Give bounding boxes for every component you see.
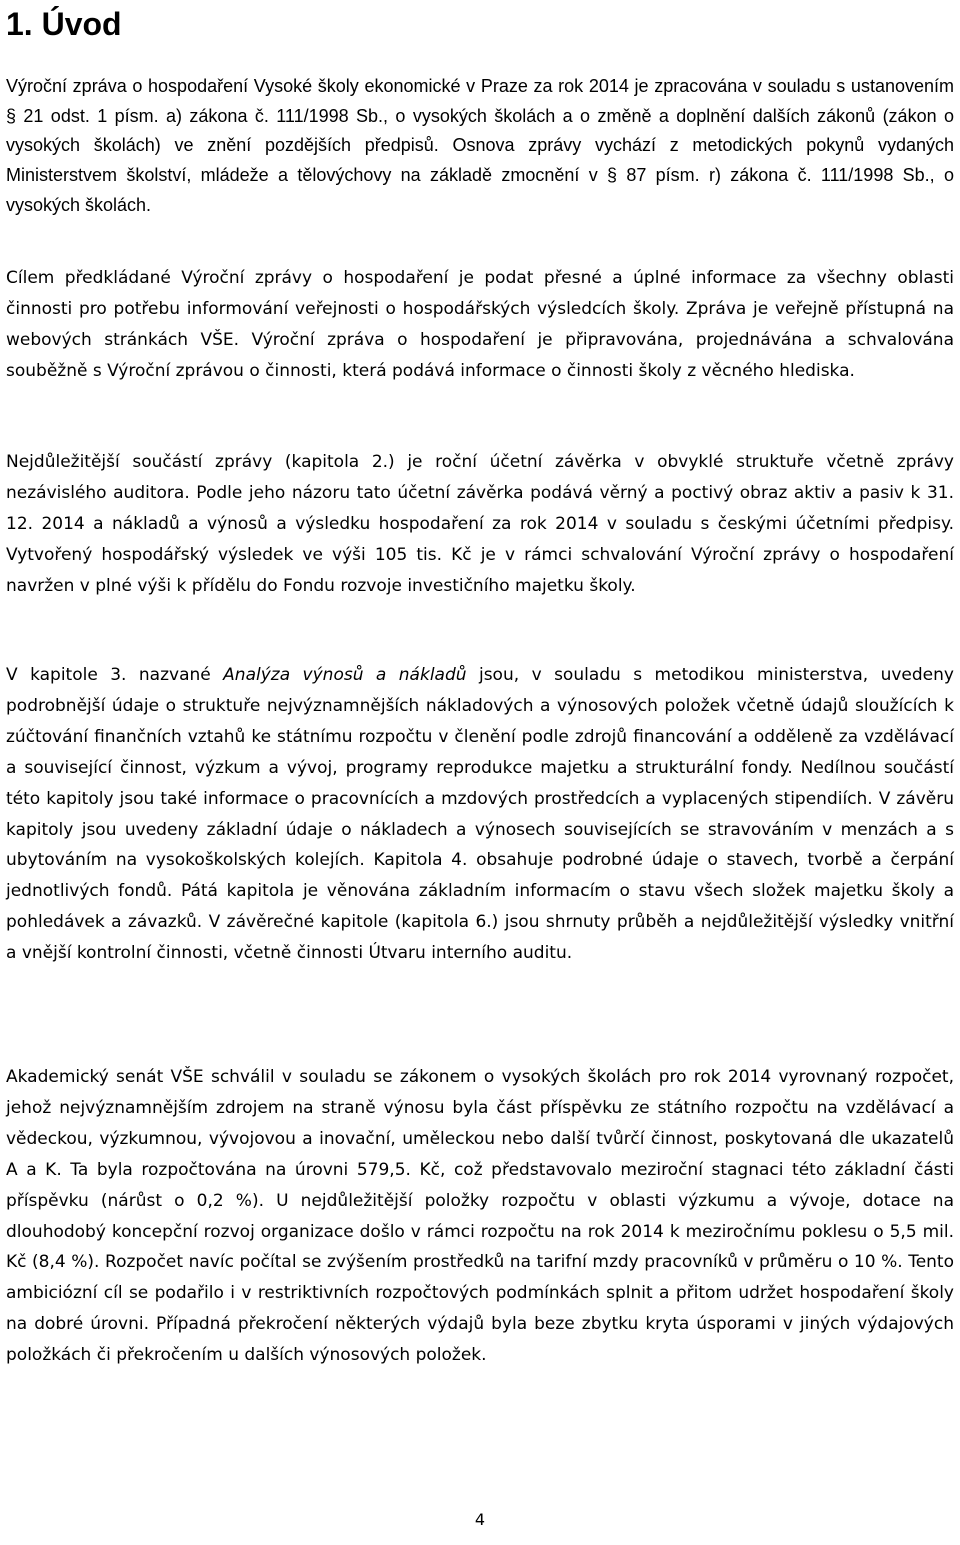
- paragraph-chapter-overview-rest: jsou, v souladu s metodikou ministerstva, uvedeny podrobnější údaje o struktuře nejvýznamnějších nákladových a výnosových položek včetně údajů sloužících k zúčtování finančních vztahů ke státnímu rozpočtu v členění podle zdrojů financování a odděleně za vzdělávací a související činnost, výzkum a vývoj, programy reprodukce majetku a strukturální fondy. Nedílnou součástí této kapitoly jsou také informace o pracovnících a mzdových prostředcích a vyplacených stipendiích. V závěru kapitoly jsou uvedeny základní údaje o nákladech a výnosech souvisejících se stravováním v menzách a s ubytováním na vysokoškolských kolejích. Kapitola 4. obsahuje podrobné údaje o stavech, tvorbě a čerpání jednotlivých fondů. Pátá kapitola je věnována základním informacím o stavu všech složek majetku školy a pohledávek a závazků. V závěrečné kapitole (kapitola 6.) jsou shrnuty průběh a nejdůležitější výsledky vnitřní a vnější kontrolní činnosti, včetně činnosti Útvaru interního auditu.: [6, 665, 954, 964]
- paragraph-chapter-overview-start: V kapitole 3. nazvané: [6, 665, 224, 685]
- paragraph-chapter-overview: [6, 660, 954, 969]
- chapter-title-italic: Analýza výnosů a nákladů: [223, 665, 467, 685]
- paragraph-intro: Výroční zpráva o hospodaření Vysoké školy ekonomické v Praze za rok 2014 je zpracována v souladu s ustanovením § 21 odst. 1 písm. a) zákona č. 111/1998 Sb., o vysokých školách a o změně a doplnění dalších zákonů (zákon o vysokých školách) ve znění pozdějších předpisů. Osnova zprávy vychází z metodických pokynů vydaných Ministerstvem školství, mládeže a tělovýchovy na základě zmocnění v § 87 písm. r) zákona č. 111/1998 Sb., o vysokých školách.: [6, 76, 954, 215]
- paragraph-purpose: Cílem předkládané Výroční zprávy o hospodaření je podat přesné a úplné informace za všechny oblasti činnosti pro potřebu informování veřejnosti o hospodářských výsledcích školy. Zpráva je veřejně přístupná na webových stránkách VŠE. Výroční zpráva o hospodaření je připravována, projednávána a schvalována souběžně s Výroční zprávou o činnosti, která podává informace o činnosti školy z věcného hlediska.: [6, 268, 954, 381]
- paragraph-budget: Akademický senát VŠE schválil v souladu se zákonem o vysokých školách pro rok 2014 vyrovnaný rozpočet, jehož nejvýznamnějším zdrojem na straně výnosu byla část příspěvku ze státního rozpočtu na vzdělávací a vědeckou, výzkumnou, vývojovou a inovační, uměleckou nebo další tvůrčí činnost, poskytovaná dle ukazatelů A a K. Ta byla rozpočtována na úrovni 579,5. Kč, což představovalo meziroční stagnaci této základní části příspěvku (nárůst o 0,2 %). U nejdůležitější položky rozpočtu v oblasti výzkumu a vývoje, dotace na dlouhodobý koncepční rozvoj organizace došlo v rámci rozpočtu na rok 2014 k meziročnímu poklesu o 5,5 mil. Kč (8,4 %). Rozpočet navíc počítal se zvýšením prostředků na tarifní mzdy pracovníků v průměru o 10 %. Tento ambiciózní cíl se podařilo i v restriktivních rozpočtových podmínkách splnit a přitom udržet hospodaření školy na dobré úrovni. Případná překročení některých výdajů byla beze zbytku kryta úsporami v jiných výdajových položkách či překročením u dalších výnosových položek.: [6, 1067, 954, 1366]
- page-number: 4: [474, 1510, 486, 1529]
- section-heading: 1. Úvod: [6, 6, 122, 42]
- paragraph-financial-statements: Nejdůležitější součástí zprávy (kapitola 2.) je roční účetní závěrka v obvyklé struktuře včetně zprávy nezávislého auditora. Podle jeho názoru tato účetní závěrka podává věrný a poctivý obraz aktiv a pasiv k 31. 12. 2014 a nákladů a výnosů a výsledku hospodaření za rok 2014 v souladu s českými účetními předpisy. Vytvořený hospodářský výsledek ve výši 105 tis. Kč je v rámci schvalování Výroční zprávy o hospodaření navržen v plné výši k přídělu do Fondu rozvoje investičního majetku školy.: [6, 452, 954, 596]
